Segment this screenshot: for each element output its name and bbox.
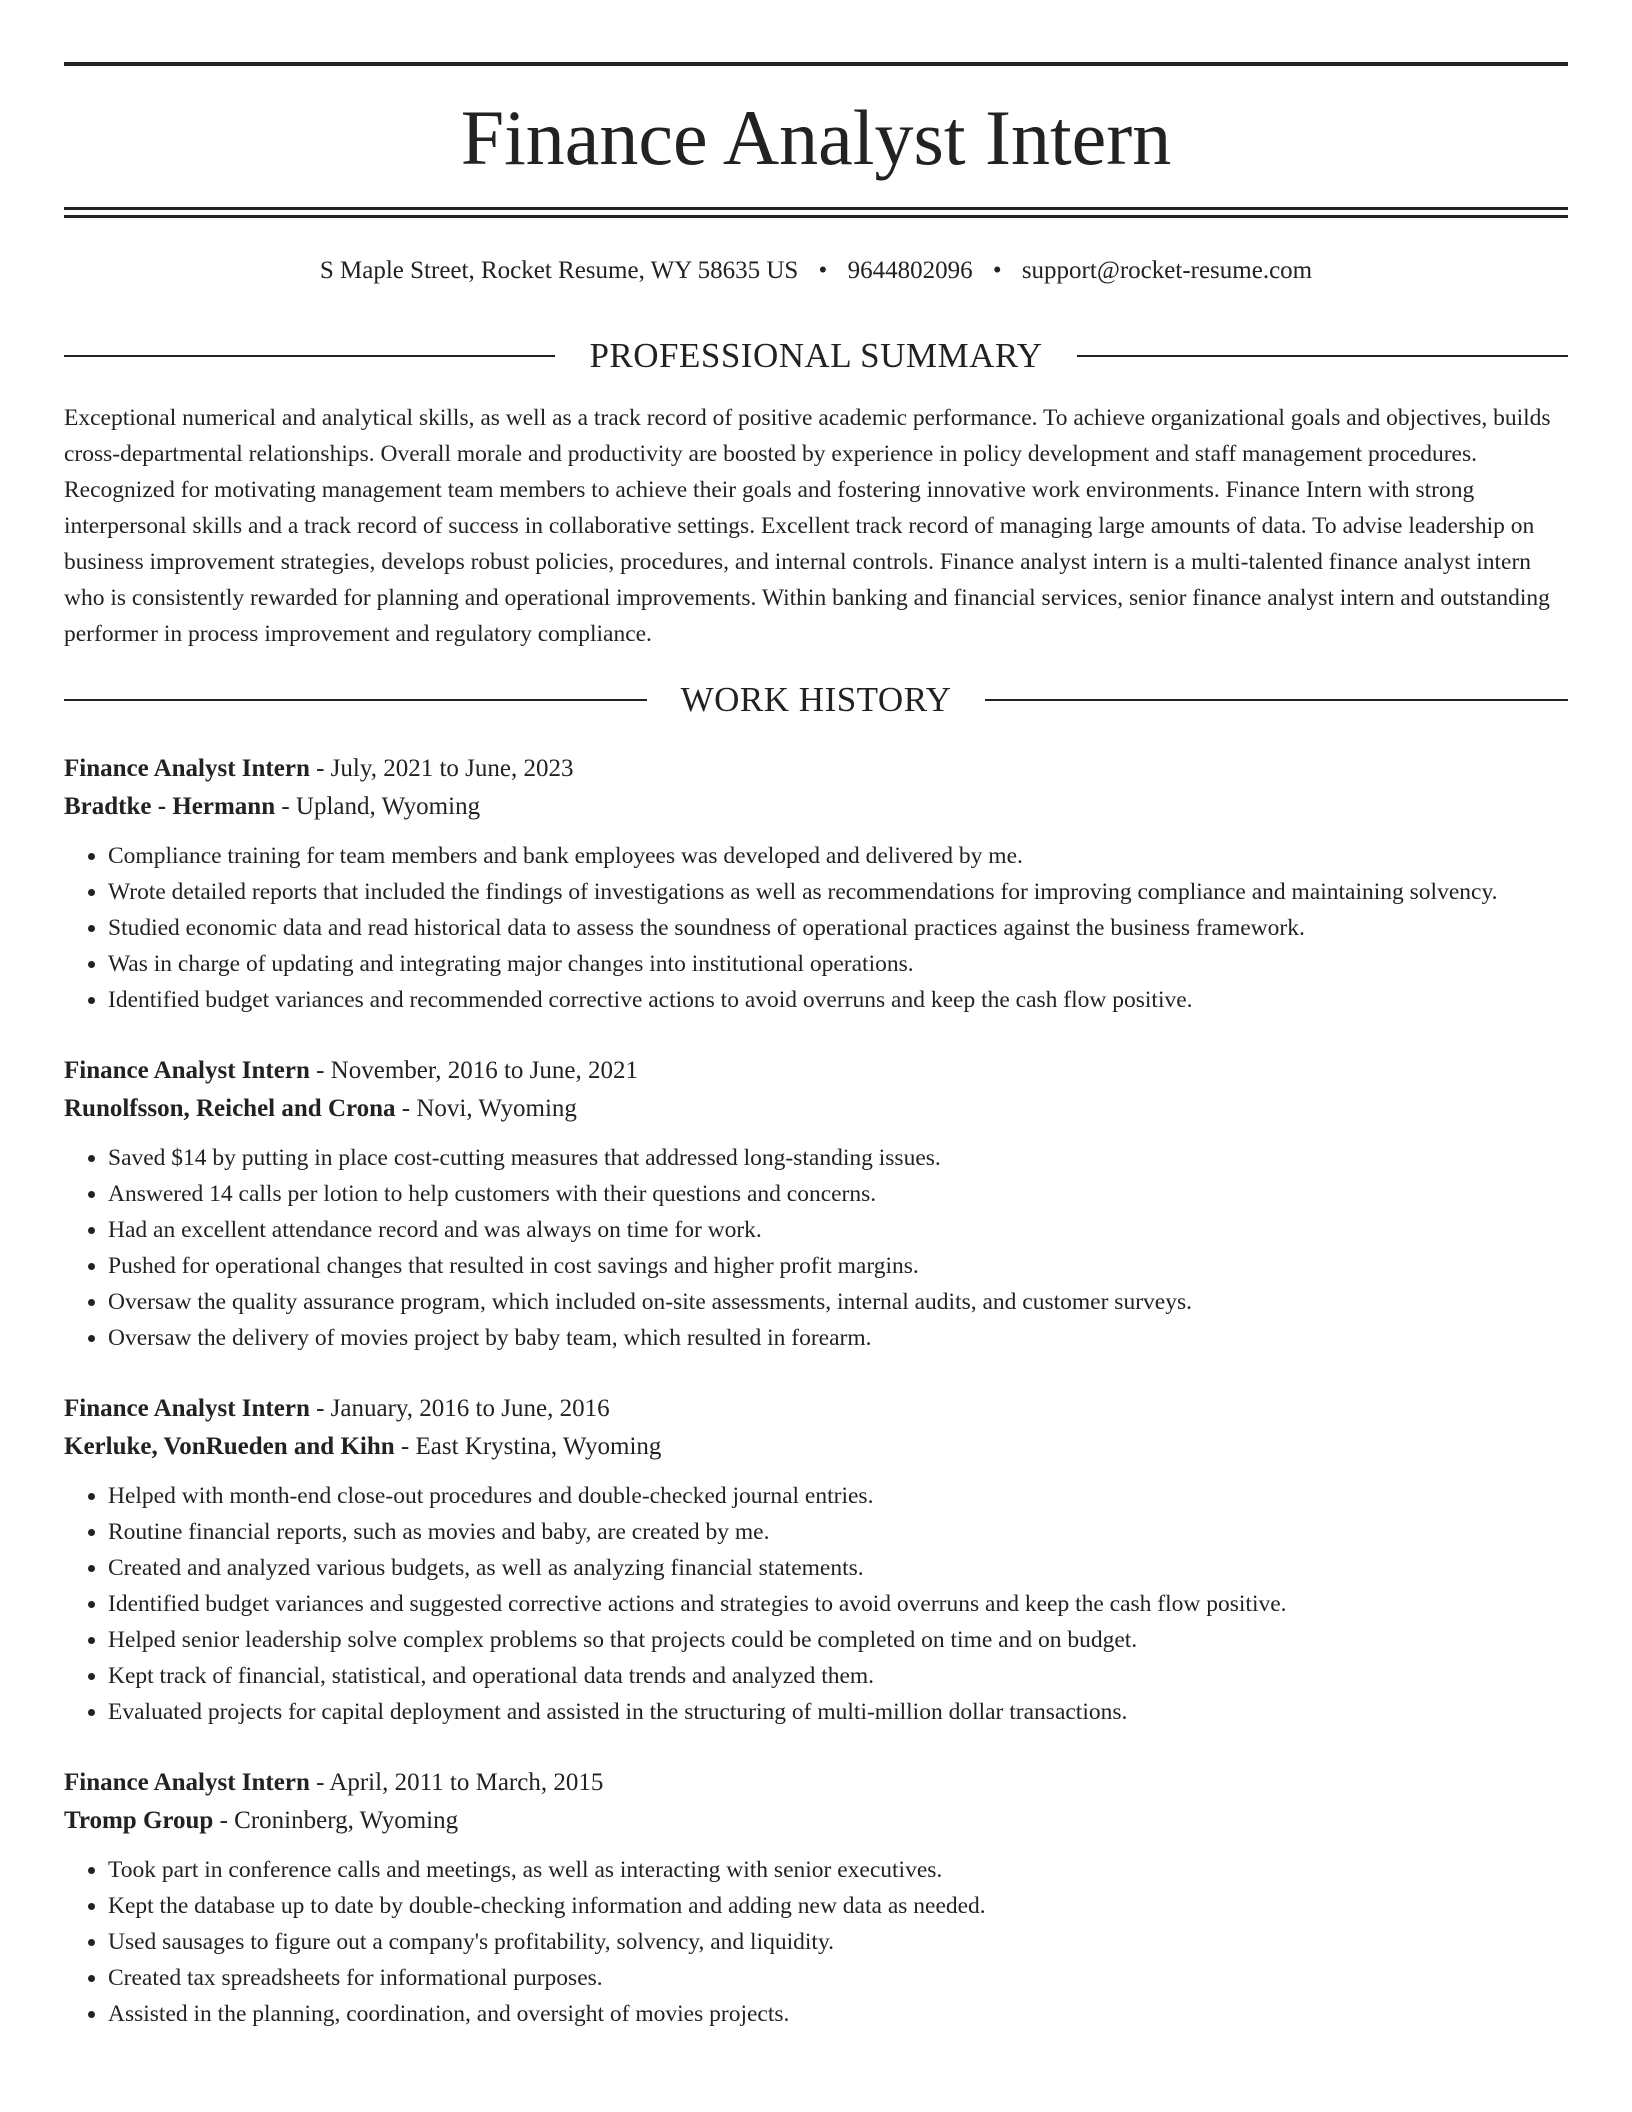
work-history-list — [64, 750, 1568, 2066]
job-company-line — [64, 788, 1568, 826]
job-bullet: • Routine financial reports, such as movies and baby, are created by me. — [108, 1514, 1568, 1550]
title-underline-rule-second — [64, 215, 1568, 218]
job-role: Finance Analyst Intern — [64, 1395, 310, 1422]
contact-separator: • — [992, 257, 1002, 284]
job-bullet: • Identified budget variances and suggested corrective actions and strategies to avoid overruns and keep the cash flow positive. — [108, 1586, 1568, 1622]
job-company: Tromp Group — [64, 1807, 214, 1834]
job-bullet: • Was in charge of updating and integrating major changes into institutional operations. — [108, 946, 1568, 982]
job-bullet: • Wrote detailed reports that included the findings of investigations as well as recommendations for improving compliance and maintaining solvency. — [108, 874, 1568, 910]
job-bullet: • Took part in conference calls and meetings, as well as interacting with senior executives. — [108, 1852, 1568, 1888]
job-role: Finance Analyst Intern — [64, 1057, 310, 1084]
job-bullet: • Oversaw the quality assurance program, which included on-site assessments, internal audits, and customer surveys. — [108, 1284, 1568, 1320]
top-rule — [64, 62, 1568, 66]
job-company: Runolfsson, Reichel and Crona — [64, 1095, 396, 1122]
job-role-line — [64, 1390, 1568, 1428]
job-bullet: • Helped senior leadership solve complex problems so that projects could be completed on time and on budget. — [108, 1622, 1568, 1658]
job-bullets — [64, 838, 1568, 1018]
job-bullets — [64, 1852, 1568, 2032]
job-location: - Upland, Wyoming — [275, 793, 481, 820]
job-bullet: • Answered 14 calls per lotion to help customers with their questions and concerns. — [108, 1176, 1568, 1212]
job-bullet: • Kept track of financial, statistical, and operational data trends and analyzed them. — [108, 1658, 1568, 1694]
job-bullet: • Created tax spreadsheets for informational purposes. — [108, 1960, 1568, 1996]
job-bullet: • Evaluated projects for capital deployment and assisted in the structuring of multi-million dollar transactions. — [108, 1694, 1568, 1730]
resume-title: Finance Analyst Intern — [460, 94, 1172, 181]
job-company-line — [64, 1090, 1568, 1128]
job-company: Kerluke, VonRueden and Kihn — [64, 1433, 395, 1460]
job-company-line — [64, 1802, 1568, 1840]
job-bullet: • Used sausages to figure out a company's profitability, solvency, and liquidity. — [108, 1924, 1568, 1960]
job-bullet: • Kept the database up to date by double-checking information and adding new data as needed. — [108, 1888, 1568, 1924]
job-role-line — [64, 1764, 1568, 1802]
job-bullets — [64, 1140, 1568, 1356]
job-bullet: • Pushed for operational changes that resulted in cost savings and higher profit margins. — [108, 1248, 1568, 1284]
contact-phone: 9644802096 — [847, 257, 973, 284]
job-entry — [64, 1052, 1568, 1356]
job-role-line — [64, 750, 1568, 788]
job-company-line — [64, 1428, 1568, 1466]
contact-line — [64, 253, 1568, 289]
job-dates: - November, 2016 to June, 2021 — [309, 1057, 638, 1084]
job-role-line — [64, 1052, 1568, 1090]
job-bullet: • Identified budget variances and recommended corrective actions to avoid overruns and keep the cash flow positive. — [108, 982, 1568, 1018]
job-location: - Novi, Wyoming — [395, 1095, 577, 1122]
job-dates: - January, 2016 to June, 2016 — [309, 1395, 610, 1422]
job-bullet: • Studied economic data and read historical data to assess the soundness of operational practices against the business framework. — [108, 910, 1568, 946]
job-location: - East Krystina, Wyoming — [394, 1433, 662, 1460]
job-company: Bradtke - Hermann — [64, 793, 276, 820]
contact-separator: • — [818, 257, 828, 284]
job-role: Finance Analyst Intern — [64, 755, 310, 782]
job-bullet: • Created and analyzed various budgets, as well as analyzing financial statements. — [108, 1550, 1568, 1586]
job-entry — [64, 750, 1568, 1018]
job-dates: - July, 2021 to June, 2023 — [309, 755, 574, 782]
job-bullet: • Helped with month-end close-out procedures and double-checked journal entries. — [108, 1478, 1568, 1514]
title-underline-rule — [64, 207, 1568, 210]
section-rule-right — [1077, 355, 1568, 357]
job-bullets — [64, 1478, 1568, 1730]
summary-heading: PROFESSIONAL SUMMARY — [589, 336, 1043, 375]
job-role: Finance Analyst Intern — [64, 1769, 310, 1796]
job-bullet: • Oversaw the delivery of movies project by baby team, which resulted in forearm. — [108, 1320, 1568, 1356]
job-entry — [64, 1764, 1568, 2032]
summary-section-header — [64, 334, 1568, 378]
contact-email: support@rocket-resume.com — [1021, 257, 1313, 284]
section-rule-right — [985, 699, 1568, 701]
job-dates: - April, 2011 to March, 2015 — [309, 1769, 604, 1796]
summary-text: Exceptional numerical and analytical skills, as well as a track record of positive academic performance. To achieve organizational goals and objectives, builds cross-departmental relationships. Overall morale and productivity are boosted by experience in policy development and staff management procedures. Recognized for motivating management team members to achieve their goals and fostering innovative work environments. Finance Intern with strong interpersonal skills and a track record of success in collaborative settings. Excellent track record of managing large amounts of data. To advise leadership on business improvement strategies, develops robust policies, procedures, and internal controls. Finance analyst intern is a multi-talented finance analyst intern who is consistently rewarded for planning and operational improvements. Within banking and financial services, senior finance analyst intern and outstanding performer in process improvement and regulatory compliance. — [64, 405, 1551, 647]
work-heading: WORK HISTORY — [680, 680, 952, 719]
contact-address: S Maple Street, Rocket Resume, WY 58635 US — [319, 257, 799, 284]
work-section-header — [64, 678, 1568, 722]
section-rule-left — [64, 355, 555, 357]
job-bullet: • Saved $14 by putting in place cost-cutting measures that addressed long-standing issues. — [108, 1140, 1568, 1176]
job-location: - Croninberg, Wyoming — [213, 1807, 459, 1834]
job-bullet: • Had an excellent attendance record and was always on time for work. — [108, 1212, 1568, 1248]
section-rule-left — [64, 699, 647, 701]
job-bullet: • Compliance training for team members and bank employees was developed and delivered by me. — [108, 838, 1568, 874]
job-entry — [64, 1390, 1568, 1730]
job-bullet: • Assisted in the planning, coordination, and oversight of movies projects. — [108, 1996, 1568, 2032]
